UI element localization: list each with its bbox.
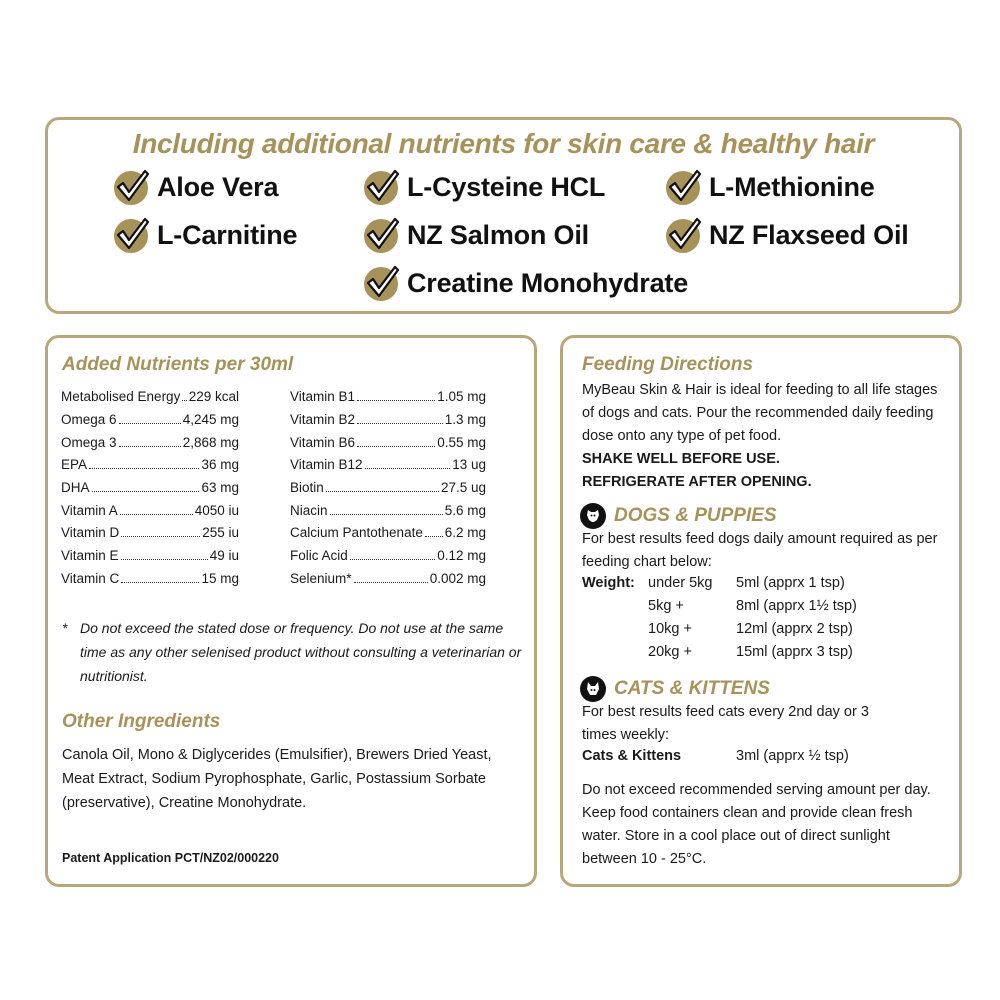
nutrient-row [61, 431, 239, 454]
nutrient-row [290, 431, 486, 454]
dot-leader [121, 582, 199, 583]
checkmark-icon [361, 263, 401, 303]
dot-leader [121, 559, 208, 560]
nutrient-row [61, 522, 239, 545]
nutrient-row [61, 568, 239, 591]
nutrient-value: 255 iu [202, 525, 239, 541]
feeding-panel [560, 335, 962, 887]
nutrient-value: 6.2 mg [444, 525, 486, 541]
dogs-heading: DOGS & PUPPIES [580, 503, 777, 529]
dog-dose-row: 10kg + 12ml (apprx 2 tsp) [648, 621, 853, 637]
nutrient-name: DHA [61, 480, 90, 496]
dogs-text: For best results feed dogs daily amount required as per feeding chart below: [582, 531, 938, 570]
nutrient-name: Niacin [290, 502, 328, 518]
dot-leader [182, 400, 186, 401]
cat-icon [580, 676, 606, 702]
nutrient-name: EPA [61, 457, 88, 473]
checkmark-icon [361, 167, 401, 207]
nutrient-row [290, 409, 486, 432]
nutrient-value: 49 iu [209, 548, 239, 564]
selenium-footnote: * Do not exceed the stated dose or frequency. Do not use at the same time as any other selenised product without consulting a veterinarian or nutritionist. [62, 620, 522, 684]
nutrient-value: 36 mg [201, 457, 239, 473]
dot-leader [354, 582, 428, 583]
cats-text: For best results feed cats every 2nd day or 3 times weekly: [582, 704, 869, 743]
nutrient-name: Vitamin A [61, 502, 118, 518]
nutrient-row [61, 545, 239, 568]
closing-text: Do not exceed recommended serving amount per day. Keep food containers clean and provide clean fresh water. Store in a cool place out of direct sunlight between 10 - 25°C. [582, 782, 931, 867]
nutrient-name: Calcium Pantothenate [290, 525, 423, 541]
dot-leader [92, 491, 200, 492]
patent-text: Patent Application PCT/NZ02/000220 [62, 851, 279, 865]
nutrient-row [290, 386, 486, 409]
nutrient-value: 2,868 mg [182, 434, 239, 450]
nutrient-name: Vitamin E [61, 548, 119, 564]
dot-leader [119, 423, 181, 424]
nutrient-row [61, 477, 239, 500]
dot-leader [365, 468, 451, 469]
nutrient-value: 5.6 mg [444, 502, 486, 518]
dot-leader [121, 536, 200, 537]
dot-leader [357, 423, 443, 424]
nutrient-value: 4050 iu [194, 502, 239, 518]
nutrients-title: Added Nutrients per 30ml [62, 354, 294, 375]
nutrient-row [290, 545, 486, 568]
cats-heading: CATS & KITTENS [580, 676, 770, 702]
nutrient-value: 1.3 mg [444, 412, 486, 428]
nutrient-name: Vitamin B6 [290, 434, 356, 450]
nutrient-name: Biotin [290, 480, 324, 496]
nutrient-name: Vitamin B1 [290, 389, 356, 405]
feeding-intro: MyBeau Skin & Hair is ideal for feeding to all life stages of dogs and cats. Pour the recommended daily feeding dose onto any type of pet food. [582, 382, 938, 444]
dot-leader [326, 491, 439, 492]
nutrient-name: Omega 3 [61, 434, 117, 450]
nutrient-value: 0.002 mg [429, 570, 486, 586]
nutrient-name: Omega 6 [61, 412, 117, 428]
nutrients-highlight-panel [45, 117, 962, 314]
dog-dose-row: 5kg + 8ml (apprx 1½ tsp) [648, 598, 857, 614]
check-item-l-methionine: L-Methionine [663, 167, 875, 207]
dog-icon [580, 503, 606, 529]
check-item-nz-flaxseed-oil: NZ Flaxseed Oil [663, 215, 909, 255]
checkmark-icon [663, 215, 703, 255]
nutrients-table-right [290, 386, 486, 590]
nutrient-value: 0.55 mg [437, 434, 486, 450]
checkmark-icon [663, 167, 703, 207]
dot-leader [425, 536, 443, 537]
nutrients-table-left [61, 386, 239, 590]
dot-leader [120, 514, 193, 515]
nutrient-name: Vitamin B12 [290, 457, 363, 473]
nutrient-value: 1.05 mg [437, 389, 486, 405]
check-item-l-cysteine: L-Cysteine HCL [361, 167, 605, 207]
nutrient-row [290, 522, 486, 545]
nutrients-panel [45, 335, 537, 887]
dot-leader [89, 468, 199, 469]
check-item-l-carnitine: L-Carnitine [111, 215, 297, 255]
nutrient-row [61, 386, 239, 409]
dog-dose-row: Weight: under 5kg 5ml (apprx 1 tsp) [582, 575, 845, 591]
nutrient-row [61, 454, 239, 477]
check-item-nz-salmon-oil: NZ Salmon Oil [361, 215, 589, 255]
cat-dose-row: Cats & Kittens 3ml (apprx ½ tsp) [582, 748, 849, 764]
nutrient-value: 13 ug [452, 457, 486, 473]
checkmark-icon [111, 215, 151, 255]
other-ingredients-text: Canola Oil, Mono & Diglycerides (Emulsifier), Brewers Dried Yeast, Meat Extract, Sodium Pyrophosphate, Garlic, Postassium Sorbate (preservative), Creatine Monohydrate. [62, 747, 492, 811]
other-ingredients-title: Other Ingredients [62, 711, 221, 732]
nutrient-row [290, 454, 486, 477]
checkmark-icon [111, 167, 151, 207]
check-item-aloe-vera: Aloe Vera [111, 167, 278, 207]
dot-leader [330, 514, 443, 515]
nutrient-value: 229 kcal [188, 389, 239, 405]
nutrient-name: Selenium* [290, 570, 352, 586]
nutrient-value: 63 mg [201, 480, 239, 496]
nutrient-row [290, 499, 486, 522]
dot-leader [357, 400, 435, 401]
nutrient-name: Folic Acid [290, 548, 348, 564]
dot-leader [350, 559, 435, 560]
shake-warning: SHAKE WELL BEFORE USE. [582, 451, 780, 467]
nutrient-row [61, 499, 239, 522]
refrigerate-warning: REFRIGERATE AFTER OPENING. [582, 474, 812, 490]
nutrient-value: 15 mg [201, 570, 239, 586]
dot-leader [119, 446, 181, 447]
nutrient-name: Vitamin C [61, 570, 120, 586]
feeding-title: Feeding Directions [582, 354, 754, 375]
dot-leader [357, 446, 435, 447]
nutrient-name: Vitamin B2 [290, 412, 356, 428]
nutrient-value: 4,245 mg [182, 412, 239, 428]
nutrient-name: Metabolised Energy [61, 389, 181, 405]
nutrient-row [290, 477, 486, 500]
nutrient-value: 27.5 ug [440, 480, 486, 496]
nutrient-value: 0.12 mg [437, 548, 486, 564]
nutrient-name: Vitamin D [61, 525, 120, 541]
nutrient-row [290, 568, 486, 591]
dog-dose-row: 20kg + 15ml (apprx 3 tsp) [648, 644, 853, 660]
checkmark-icon [361, 215, 401, 255]
check-item-creatine: Creatine Monohydrate [361, 263, 688, 303]
highlight-title: Including additional nutrients for skin care & healthy hair [132, 128, 875, 159]
nutrient-row [61, 409, 239, 432]
